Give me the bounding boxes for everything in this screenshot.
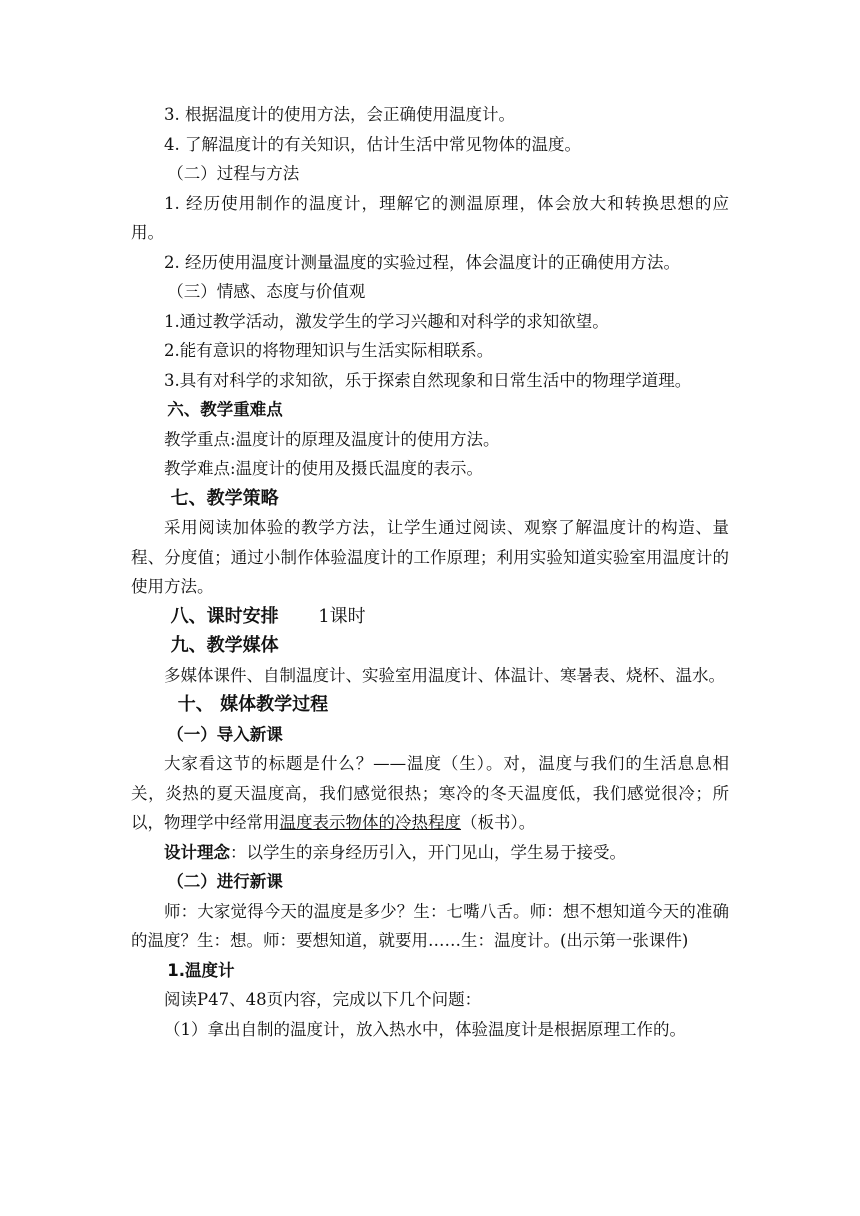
dialogue-text: 师：大家觉得今天的温度是多少？生：七嘴八舌。师：想不想知道今天的准确的温度？生：想。师：要想知道，就要用……生：温度计。(出示第一张课件) [131, 901, 729, 950]
subheading-new-lesson: （二）进行新课 [167, 872, 283, 891]
heading-strategy: 七、教学策略 [170, 487, 279, 509]
process-2: 2. 经历使用温度计测量温度的实验过程，体会温度计的正确使用方法。 [164, 252, 680, 272]
heading-media: 九、教学媒体 [170, 635, 279, 656]
process-1: 1. 经历使用制作的温度计，理解它的测温原理，体会放大和转换思想的应用。 [131, 193, 729, 242]
intro-text-b: （板书）。 [461, 813, 536, 832]
subheading-process-method: （二）过程与方法 [167, 164, 300, 183]
intro-text-a: 大家看这节的标题是什么？——温度（生）。对，温度与我们的生活息息相关，炎热的夏天温度高，我们感觉很热；寒冷的冬天温度低，我们感觉很冷；所以，物理学中经常用 [131, 754, 729, 832]
heading-schedule [131, 602, 729, 632]
reading-task: 阅读P47、48页内容，完成以下几个问题： [164, 990, 482, 1009]
design-concept-text: ：以学生的亲身经历引入，开门见山，学生易于接受。 [230, 842, 626, 862]
subheading-introduction: （一）导入新课 [167, 724, 283, 744]
objective-3: 3. 根据温度计的使用方法，会正确使用温度计。 [164, 105, 515, 124]
schedule-value: 1课时 [318, 605, 366, 627]
media-text: 多媒体课件、自制温度计、实验室用温度计、体温计、寒暑表、烧杯、温水。 [164, 665, 725, 685]
subheading-emotion-values: （三）情感、态度与价值观 [167, 282, 366, 301]
intro-underlined-definition: 温度表示物体的冷热程度 [279, 813, 461, 832]
heading-key-difficulties: 六、教学重难点 [167, 400, 283, 419]
design-concept [131, 838, 729, 868]
design-concept-label: 设计理念 [164, 842, 230, 862]
key-point: 教学重点:温度计的原理及温度计的使用方法。 [164, 429, 500, 449]
document-page [131, 100, 729, 1044]
question-1: （1）拿出自制的温度计，放入热水中，体验温度计是根据原理工作的。 [164, 1019, 686, 1039]
heading-thermometer: 1.温度计 [167, 960, 235, 980]
emotion-3: 3.具有对科学的求知欲，乐于探索自然现象和日常生活中的物理学道理。 [164, 370, 692, 390]
objective-4: 4. 了解温度计的有关知识，估计生活中常见物体的温度。 [164, 134, 581, 154]
emotion-2: 2.能有意识的将物理知识与生活实际相联系。 [164, 341, 494, 360]
schedule-label: 八、课时安排 [170, 605, 279, 627]
difficult-point: 教学难点:温度计的使用及摄氏温度的表示。 [164, 459, 484, 478]
strategy-text: 采用阅读加体验的教学方法，让学生通过阅读、观察了解温度计的构造、量程、分度值；通过小制作体验温度计的工作原理；利用实验知道实验室用温度计的使用方法。 [131, 518, 729, 596]
emotion-1: 1.通过教学活动，激发学生的学习兴趣和对科学的求知欲望。 [164, 311, 609, 331]
introduction-text [131, 749, 729, 838]
heading-teaching-process: 十、 媒体教学过程 [177, 694, 329, 715]
